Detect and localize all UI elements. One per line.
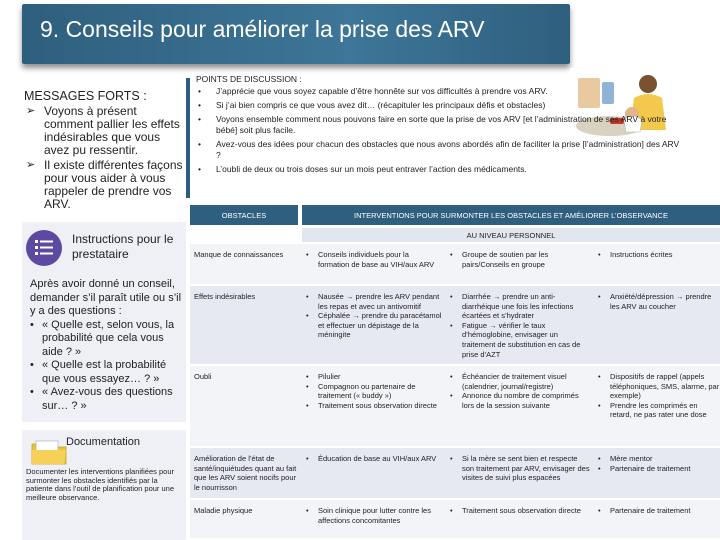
documentation-title: Documentation — [66, 436, 140, 448]
instructions-title: Instructions pour le prestataire — [72, 232, 174, 261]
table-subheader: AU NIVEAU PERSONNEL — [302, 228, 720, 242]
discussion-list — [196, 86, 686, 178]
obstacle-cell: Oubli — [194, 372, 212, 381]
discussion-heading: POINTS DE DISCUSSION : — [196, 74, 302, 84]
discussion-item: • L’oubli de deux ou trois doses sur un mois peut entraver l’action des médicaments. — [196, 164, 686, 175]
intervention-cell: • Conseils individuels pour la formation de base au VIH/aux ARV — [304, 250, 442, 269]
intervention-cell: • Anxiété/dépression → prendre les ARV au coucher — [596, 292, 720, 311]
documentation-body: Documenter les interventions planifiées pour surmonter les obstacles identifiés par la patiente dans l’outil de planification pour une meilleure observance. — [26, 467, 175, 502]
arrow-bullet-icon: ➢ — [26, 105, 36, 117]
table-row — [190, 244, 720, 284]
discussion-item: • Voyons ensemble comment nous pouvons faire en sorte que la prise de vos ARV [et l’administration de ses ARV à votre bébé] soit plus facile. — [196, 114, 686, 136]
intervention-cell: • Partenaire de traitement — [596, 506, 720, 516]
instructions-intro: Après avoir donné un conseil, demander s’il paraît utile ou s’il y a des questions : — [30, 278, 182, 317]
instruction-question: • « Quelle est la probabilité que vous essayez… ? » — [30, 359, 182, 386]
intervention-cell: • Groupe de soutien par les pairs/Conseils en groupe — [448, 250, 590, 269]
obstacle-cell: Effets indésirables — [194, 292, 256, 301]
key-message-item: ➢ Il existe différentes façons pour vous aider à vous rappeler de prendre vos ARV. — [26, 158, 183, 211]
folder-icon — [30, 438, 68, 466]
table-row — [190, 286, 720, 364]
title-bar — [0, 0, 720, 68]
table-header-interventions: INTERVENTIONS POUR SURMONTER LES OBSTACLES ET AMÉLIORER L’OBSERVANCE — [302, 205, 720, 225]
section-divider — [186, 78, 190, 198]
discussion-item: • J’apprécie que vous soyez capable d’être honnête sur vos difficultés à prendre vos ARV. — [196, 86, 686, 97]
page-title: 9. Conseils pour améliorer la prise des ARV — [40, 16, 485, 42]
instructions-body — [30, 278, 182, 413]
obstacle-cell: Maladie physique — [194, 506, 253, 515]
intervention-cell: • Si la mère se sent bien et respecte son traitement par ARV, envisager des visites de suivi plus espacées — [448, 454, 590, 483]
table-row — [190, 366, 720, 446]
intervention-cell: • Diarrhée → prendre un anti-diarrhéique une fois les infections écartées et s’hydrater • Fatigue → vérifier le taux d’hémoglobine, envisager un traitement de substitution en cas de prise d’AZT — [448, 292, 590, 359]
instruction-question: • « Quelle est, selon vous, la probabilité que cela vous aide ? » — [30, 319, 182, 360]
key-message-item: ➢ Voyons à présent comment pallier les effets indésirables que vous avez pu ressentir. — [26, 104, 180, 157]
intervention-cell: • Instructions écrites — [596, 250, 720, 260]
discussion-item: • Avez-vous des idées pour chacun des obstacles que nous avons abordés afin de faciliter la prise [l’administration] des ARV ? — [196, 139, 686, 161]
obstacle-cell: Amélioration de l’état de santé/inquiétudes quant au fait que les ARV soient nocifs pour le nourrisson — [194, 454, 297, 492]
intervention-cell: • Échéancier de traitement visuel (calendrier, journal/registre) • Annonce du nombre de comprimés lors de la session suivante — [448, 372, 590, 410]
arrow-bullet-icon: ➢ — [26, 159, 36, 171]
intervention-cell: • Soin clinique pour lutter contre les affections concomitantes — [304, 506, 442, 525]
instruction-question: • « Avez-vous des questions sur… ? » — [30, 386, 182, 413]
intervention-cell: • Dispositifs de rappel (appels téléphoniques, SMS, alarme, par exemple) • Prendre les comprimés en retard, ne pas rater une dose — [596, 372, 720, 420]
intervention-cell: • Nausée → prendre les ARV pendant les repas et avec un antivomitif • Céphalée → prendre du paracétamol et effectuer un dépistage de la méningite — [304, 292, 442, 340]
checklist-icon — [26, 230, 62, 266]
key-messages-list — [24, 105, 184, 213]
intervention-cell: • Éducation de base au VIH/aux ARV — [304, 454, 442, 464]
intervention-cell: • Mère mentor • Partenaire de traitement — [596, 454, 720, 473]
intervention-cell: • Pilulier • Compagnon ou partenaire de traitement (« buddy ») • Traitement sous observation directe — [304, 372, 442, 410]
key-messages-heading: MESSAGES FORTS : — [24, 89, 147, 103]
table-row — [190, 500, 720, 538]
intervention-cell: • Traitement sous observation directe — [448, 506, 590, 516]
discussion-item: • Si j’ai bien compris ce que vous avez dit… (récapituler les principaux défis et obstacles) — [196, 100, 686, 111]
obstacle-cell: Manque de connaissances — [194, 250, 284, 259]
table-header-obstacles: OBSTACLES — [190, 205, 298, 225]
table-row — [190, 448, 720, 498]
